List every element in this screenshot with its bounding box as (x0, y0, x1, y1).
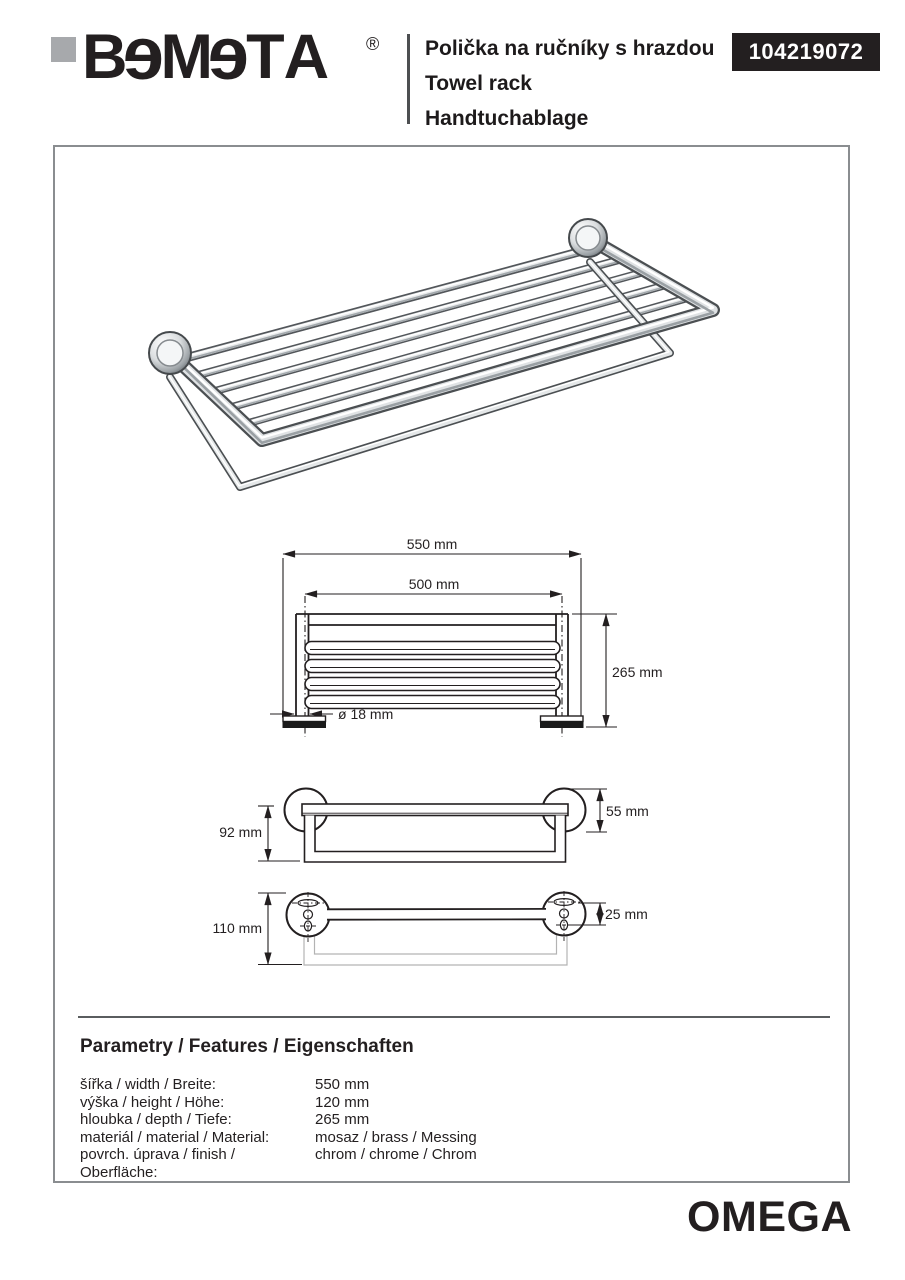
params-heading: Parametry / Features / Eigenschaften (80, 1036, 414, 1057)
dim-overall-depth: 110 mm (212, 920, 262, 936)
param-value: 120 mm (315, 1093, 370, 1111)
table-row (80, 1129, 780, 1147)
rack-bars (305, 642, 560, 709)
dim-tube-diameter: ø 18 mm (338, 706, 394, 722)
param-label: povrch. úprava / finish / Oberfläche: (80, 1146, 236, 1181)
dim-bar-clearance: 25 mm (605, 906, 648, 922)
product-title-en: Towel rack (425, 72, 532, 95)
param-value: chrom / chrome / Chrom (315, 1146, 477, 1164)
brand-logo (82, 12, 329, 96)
dim-overall-height: 92 mm (219, 824, 262, 840)
dim-overall-width: 550 mm (406, 536, 458, 552)
param-label: výška / height / Höhe: (80, 1093, 225, 1111)
shelf-bar-profile (302, 804, 568, 816)
front-view-drawing (210, 770, 670, 890)
registered-trademark-symbol: ® (366, 34, 380, 54)
params-table (80, 1076, 780, 1182)
dim-bar-width: 500 mm (408, 576, 460, 592)
hanging-bar-plan (304, 935, 567, 966)
product-code-badge: 104219072 (732, 33, 880, 71)
brand-letter: A (283, 22, 329, 92)
table-row (80, 1111, 780, 1129)
wall-plates (283, 716, 583, 728)
params-divider (78, 1016, 830, 1018)
param-value: 265 mm (315, 1111, 370, 1129)
product-title-cs: Polička na ručníky s hrazdou (425, 37, 715, 60)
brand-letter: e (208, 12, 250, 96)
dim-depth: 265 mm (612, 664, 663, 680)
brand-letter: B (82, 22, 127, 92)
wall-mount-right (569, 219, 607, 257)
product-illustration (90, 190, 800, 525)
series-name: OMEGA (687, 1193, 852, 1241)
plan-view-drawing (210, 880, 670, 1010)
table-row (80, 1094, 780, 1112)
param-label: hloubka / depth / Tiefe: (80, 1111, 232, 1129)
logo-square (51, 37, 76, 62)
brand-letter: T (246, 22, 284, 92)
hanging-bar-band (305, 816, 566, 863)
brand-letter: e (123, 12, 164, 96)
header-divider (407, 34, 410, 124)
param-value: mosaz / brass / Messing (315, 1128, 477, 1146)
param-label: šířka / width / Breite: (80, 1076, 216, 1093)
param-value: 550 mm (315, 1076, 370, 1093)
param-label: materiál / material / Material: (80, 1128, 270, 1146)
product-title-de: Handtuchablage (425, 107, 589, 130)
table-row (80, 1146, 780, 1181)
dim-mount-height: 55 mm (606, 803, 649, 819)
bar-plan-fill (328, 909, 545, 919)
top-view-drawing (250, 530, 670, 750)
wall-mount-left (149, 332, 191, 374)
table-row (80, 1076, 780, 1094)
brand-letter: M (160, 22, 213, 92)
product-titles (425, 31, 714, 136)
